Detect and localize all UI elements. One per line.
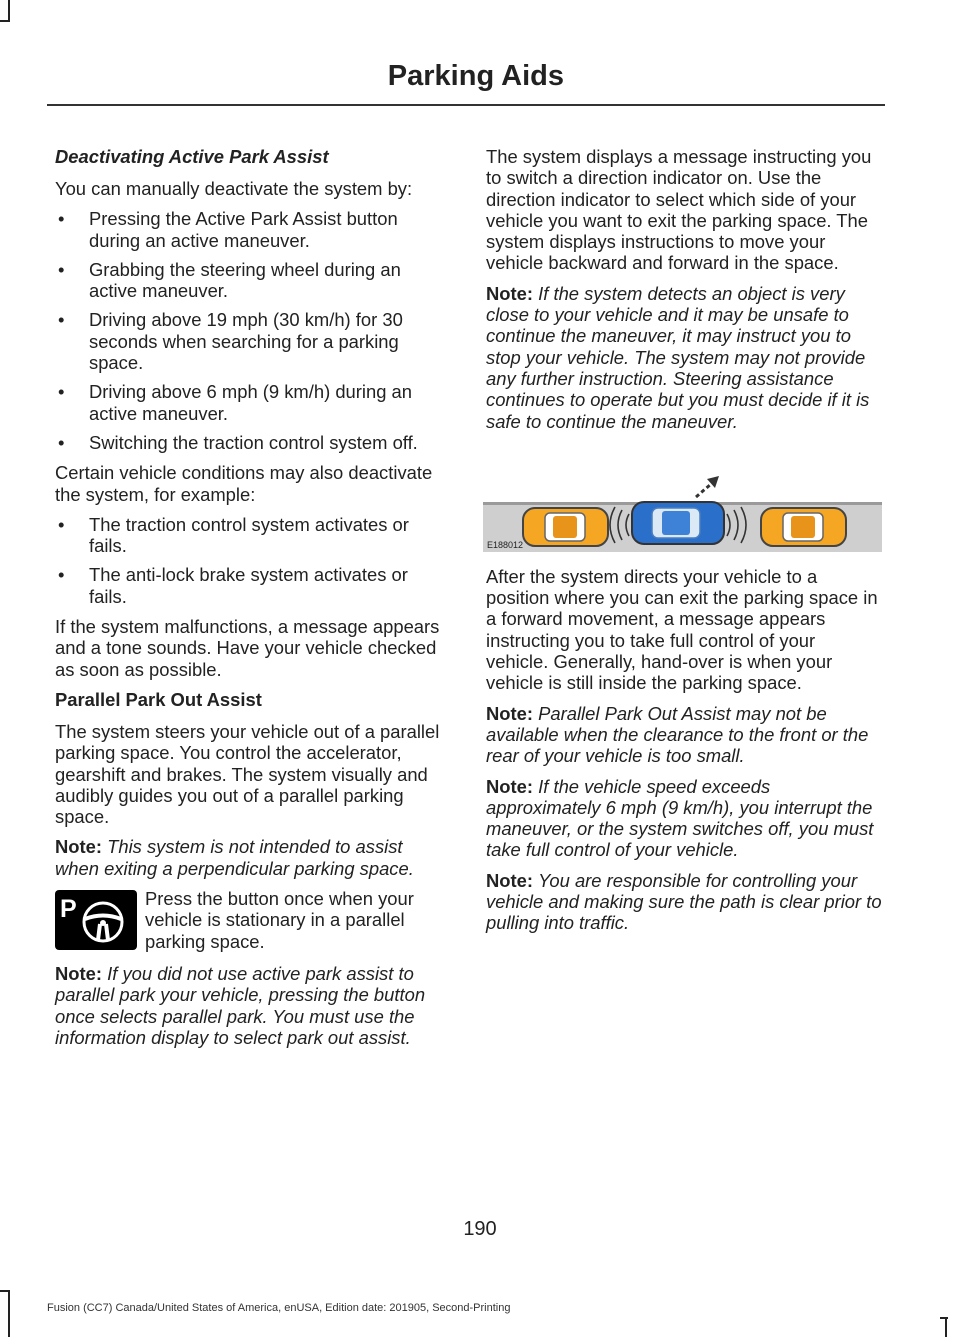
malfunction-text: If the system malfunctions, a message appears and a tone sounds. Have your vehicle checked as soon as possible.: [55, 616, 440, 680]
note-responsibility: Note: You are responsible for controlling your vehicle and making sure the path is clear prior to pulling into traffic.: [486, 869, 882, 934]
ppoa-heading: Parallel Park Out Assist: [55, 688, 262, 710]
parked-car-front: [523, 508, 608, 546]
list-item: • Switching the traction control system off.: [58, 431, 418, 453]
list-item: • Driving above 19 mph (30 km/h) for 30 seconds when searching for a parking space.: [58, 309, 403, 374]
note-park-out-select: Note: If you did not use active park assist to parallel park your vehicle, pressing the button once selects parallel park. You must use the information display to select park out assist.: [55, 963, 426, 1048]
crop-mark: [0, 1290, 10, 1292]
note-object-close: Note: If the system detects an object is very close to your vehicle and it may be unsafe to continue the maneuver, it may instruct you to stop your vehicle. The system may not provide any further instruction. Steering assistance continues to operate but you must decide if it is safe to continue the maneuver.: [486, 282, 870, 432]
crop-mark: [0, 20, 10, 22]
own-car: [632, 502, 724, 544]
crop-mark: [8, 1290, 10, 1337]
parked-car-rear: [761, 508, 846, 546]
park-assist-steering-icon: [55, 890, 137, 950]
exit-direction-arrow-icon: [696, 476, 719, 497]
footer-edition: Fusion (CC7) Canada/United States of America, enUSA, Edition date: 201905, Second-Printing: [47, 1302, 511, 1314]
note-speed: Note: If the vehicle speed exceeds approximately 6 mph (9 km/h), you interrupt the maneuver, or the system switches off, you must take full control of your vehicle.: [486, 775, 874, 861]
right-column: [486, 146, 882, 943]
deactivate-list: [55, 208, 447, 453]
list-item: • Pressing the Active Park Assist button during an active maneuver.: [58, 208, 398, 251]
display-instructions: The system displays a message instructing you to switch a direction indicator on. Use the direction indicator to select which side of your vehicle you want to exit the parking space. The system displays instructions to move your vehicle backward and forward in the space.: [486, 146, 872, 274]
list-item: • Grabbing the steering wheel during an active maneuver.: [58, 258, 401, 302]
svg-text:P: P: [60, 895, 77, 924]
ppoa-text: The system steers your vehicle out of a parallel parking space. You control the accelerator, gearshift and brakes. The system visually and audibly guides you out of a parallel parking space.: [55, 720, 440, 828]
crop-mark: [8, 0, 10, 20]
header-divider: [47, 104, 885, 106]
note-perpendicular: Note: This system is not intended to assist when exiting a perpendicular parking space.: [55, 836, 414, 879]
park-out-figure: [483, 452, 882, 557]
conditions-intro: Certain vehicle conditions may also deactivate the system, for example:: [55, 462, 433, 505]
list-item: • Driving above 6 mph (9 km/h) during an active maneuver.: [58, 381, 413, 424]
left-column: [55, 146, 447, 1057]
button-text: Press the button once when your vehicle is stationary in a parallel parking space.: [145, 888, 414, 952]
deactivate-intro: You can manually deactivate the system by:: [55, 178, 413, 199]
page-title: Parking Aids: [387, 60, 564, 92]
page-number: 190: [463, 1218, 497, 1240]
list-item: • The traction control system activates or fails.: [58, 513, 409, 557]
conditions-list: [55, 514, 447, 607]
list-item: • The anti-lock brake system activates or fails.: [58, 564, 408, 607]
crop-mark: [945, 1317, 947, 1337]
note-clearance: Note: Parallel Park Out Assist may not be available when the clearance to the front or the rear of your vehicle is too small.: [486, 702, 869, 767]
deactivate-heading: Deactivating Active Park Assist: [55, 146, 329, 167]
crop-mark: [940, 1317, 948, 1319]
after-direct-text: After the system directs your vehicle to a position where you can exit the parking space in a forward movement, a message appears instructing you to take full control of your vehicle. Generally, hand-over is when your vehicle is still inside the parking space.: [486, 565, 878, 694]
button-instruction: [55, 888, 447, 954]
figure-id: E188012: [487, 539, 524, 550]
